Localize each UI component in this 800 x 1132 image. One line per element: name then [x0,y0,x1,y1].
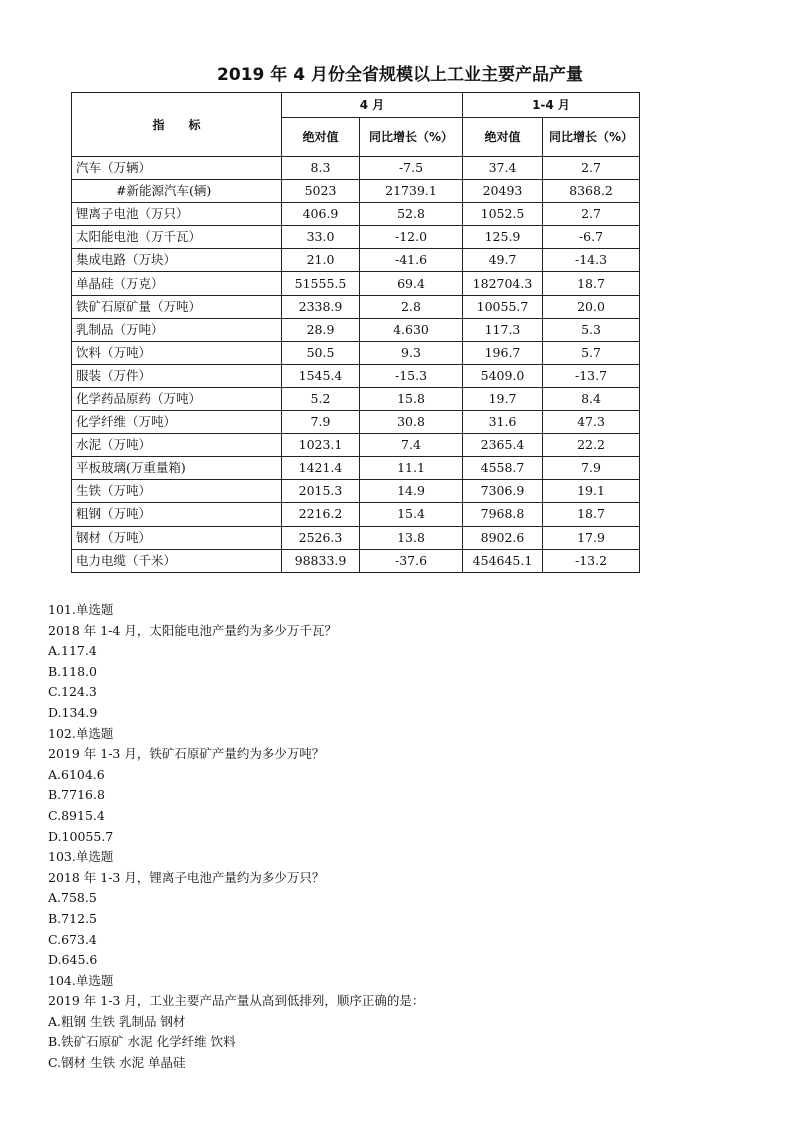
jan-apr-yoy-cell: 5.3 [543,318,640,341]
row-name: 单晶硅（万克） [72,272,282,295]
row-name: 化学纤维（万吨） [72,411,282,434]
jan-apr-abs-cell: 196.7 [463,341,543,364]
april-yoy-cell: 30.8 [360,411,463,434]
jan-apr-yoy-cell: 20.0 [543,295,640,318]
table-row [72,226,640,249]
header-abs-april: 绝对值 [282,118,360,157]
question-option[interactable]: A.粗钢 生铁 乳制品 钢材 [48,1013,186,1029]
jan-apr-abs-cell: 454645.1 [463,549,543,572]
jan-apr-yoy-cell: -13.2 [543,549,640,572]
april-abs-cell: 2526.3 [282,526,360,549]
question-option[interactable]: D.134.9 [48,704,98,720]
jan-apr-abs-cell: 7968.8 [463,503,543,526]
question-option[interactable]: D.645.6 [48,952,98,968]
april-yoy-cell: 4.630 [360,318,463,341]
jan-apr-yoy-cell: 18.7 [543,272,640,295]
jan-apr-yoy-cell: -14.3 [543,249,640,272]
row-name: 粗钢（万吨） [72,503,282,526]
april-yoy-cell: 7.4 [360,434,463,457]
jan-apr-abs-cell: 125.9 [463,226,543,249]
question-option[interactable]: C.124.3 [48,684,97,700]
jan-apr-abs-cell: 37.4 [463,157,543,180]
question-list [48,600,768,1074]
question-stem: 2019 年 1-3 月，工业主要产品产量从高到低排列，顺序正确的是： [48,993,425,1009]
table-row [72,434,640,457]
jan-apr-abs-cell: 49.7 [463,249,543,272]
table-row [72,364,640,387]
question-option[interactable]: C.钢材 生铁 水泥 单晶硅 [48,1055,186,1071]
table-row [72,318,640,341]
question-stem: 2018 年 1-4 月，太阳能电池产量约为多少万千瓦？ [48,622,337,638]
row-name: 太阳能电池（万千瓦） [72,226,282,249]
jan-apr-abs-cell: 8902.6 [463,526,543,549]
question-option[interactable]: A.758.5 [48,890,97,906]
jan-apr-abs-cell: 20493 [463,180,543,203]
table-row [72,295,640,318]
row-name: 电力电缆（千米） [72,549,282,572]
april-abs-cell: 5023 [282,180,360,203]
question-number: 103.单选题 [48,849,114,865]
april-abs-cell: 1545.4 [282,364,360,387]
april-abs-cell: 7.9 [282,411,360,434]
april-yoy-cell: 11.1 [360,457,463,480]
question-option[interactable]: B.712.5 [48,910,97,926]
jan-apr-yoy-cell: 8.4 [543,387,640,410]
question-option[interactable]: D.10055.7 [48,828,114,844]
april-abs-cell: 51555.5 [282,272,360,295]
jan-apr-yoy-cell: 18.7 [543,503,640,526]
header-abs-jan-apr: 绝对值 [463,118,543,157]
april-abs-cell: 50.5 [282,341,360,364]
table-body [72,157,640,573]
question-option[interactable]: A.117.4 [48,643,97,659]
table-row [72,526,640,549]
question-option[interactable]: C.673.4 [48,931,97,947]
jan-apr-yoy-cell: 47.3 [543,411,640,434]
april-abs-cell: 2015.3 [282,480,360,503]
header-yoy-jan-apr: 同比增长（%） [543,118,640,157]
row-name: #新能源汽车(辆) [72,180,282,203]
jan-apr-abs-cell: 117.3 [463,318,543,341]
jan-apr-abs-cell: 19.7 [463,387,543,410]
question-option[interactable]: B.铁矿石原矿 水泥 化学纤维 饮料 [48,1034,236,1050]
april-abs-cell: 5.2 [282,387,360,410]
row-name: 锂离子电池（万只） [72,203,282,226]
april-yoy-cell: 2.8 [360,295,463,318]
april-abs-cell: 406.9 [282,203,360,226]
row-name: 集成电路（万块） [72,249,282,272]
question-number: 104.单选题 [48,972,114,988]
jan-apr-abs-cell: 182704.3 [463,272,543,295]
april-abs-cell: 2338.9 [282,295,360,318]
question-option[interactable]: B.7716.8 [48,787,105,803]
question-option[interactable]: A.6104.6 [48,766,105,782]
question-stem: 2018 年 1-3 月，锂离子电池产量约为多少万只？ [48,869,325,885]
table-row [72,272,640,295]
april-yoy-cell: -41.6 [360,249,463,272]
row-name: 钢材（万吨） [72,526,282,549]
question-stem: 2019 年 1-3 月，铁矿石原矿产量约为多少万吨？ [48,746,325,762]
april-yoy-cell: 15.4 [360,503,463,526]
april-yoy-cell: -12.0 [360,226,463,249]
table-row [72,341,640,364]
table-row [72,549,640,572]
april-yoy-cell: 52.8 [360,203,463,226]
question-option[interactable]: B.118.0 [48,663,97,679]
row-name: 乳制品（万吨） [72,318,282,341]
jan-apr-abs-cell: 7306.9 [463,480,543,503]
jan-apr-abs-cell: 2365.4 [463,434,543,457]
jan-apr-yoy-cell: 2.7 [543,157,640,180]
table-row [72,249,640,272]
jan-apr-yoy-cell: 2.7 [543,203,640,226]
question-number: 102.单选题 [48,725,114,741]
april-yoy-cell: 9.3 [360,341,463,364]
row-name: 饮料（万吨） [72,341,282,364]
row-name: 服装（万件） [72,364,282,387]
april-abs-cell: 98833.9 [282,549,360,572]
table-row [72,203,640,226]
jan-apr-yoy-cell: 5.7 [543,341,640,364]
table-row [72,180,640,203]
april-yoy-cell: 14.9 [360,480,463,503]
april-abs-cell: 1023.1 [282,434,360,457]
production-table [71,92,640,573]
april-abs-cell: 28.9 [282,318,360,341]
header-group-jan-apr: 1-4 月 [463,93,640,118]
row-name: 汽车（万辆） [72,157,282,180]
jan-apr-abs-cell: 5409.0 [463,364,543,387]
april-abs-cell: 8.3 [282,157,360,180]
row-name: 水泥（万吨） [72,434,282,457]
april-abs-cell: 1421.4 [282,457,360,480]
row-name: 生铁（万吨） [72,480,282,503]
jan-apr-abs-cell: 1052.5 [463,203,543,226]
jan-apr-abs-cell: 10055.7 [463,295,543,318]
april-yoy-cell: -7.5 [360,157,463,180]
jan-apr-yoy-cell: -6.7 [543,226,640,249]
table-row [72,157,640,180]
row-name: 铁矿石原矿量（万吨） [72,295,282,318]
jan-apr-yoy-cell: 22.2 [543,434,640,457]
header-yoy-april: 同比增长（%） [360,118,463,157]
jan-apr-yoy-cell: 17.9 [543,526,640,549]
row-name: 平板玻璃(万重量箱) [72,457,282,480]
table-row [72,457,640,480]
question-number: 101.单选题 [48,602,114,617]
page-title: 2019 年 4 月份全省规模以上工业主要产品产量 [217,65,583,85]
jan-apr-yoy-cell: 19.1 [543,480,640,503]
row-name: 化学药品原药（万吨） [72,387,282,410]
header-group-april: 4 月 [282,93,463,118]
table-row [72,387,640,410]
april-yoy-cell: 69.4 [360,272,463,295]
april-abs-cell: 2216.2 [282,503,360,526]
jan-apr-yoy-cell: 7.9 [543,457,640,480]
april-abs-cell: 33.0 [282,226,360,249]
april-yoy-cell: 15.8 [360,387,463,410]
april-yoy-cell: 21739.1 [360,180,463,203]
jan-apr-yoy-cell: 8368.2 [543,180,640,203]
april-yoy-cell: -37.6 [360,549,463,572]
table-row [72,411,640,434]
table-row [72,503,640,526]
april-yoy-cell: -15.3 [360,364,463,387]
table-row [72,480,640,503]
jan-apr-abs-cell: 31.6 [463,411,543,434]
jan-apr-yoy-cell: -13.7 [543,364,640,387]
jan-apr-abs-cell: 4558.7 [463,457,543,480]
april-abs-cell: 21.0 [282,249,360,272]
april-yoy-cell: 13.8 [360,526,463,549]
header-indicator: 指 标 [72,93,282,157]
question-option[interactable]: C.8915.4 [48,807,105,823]
